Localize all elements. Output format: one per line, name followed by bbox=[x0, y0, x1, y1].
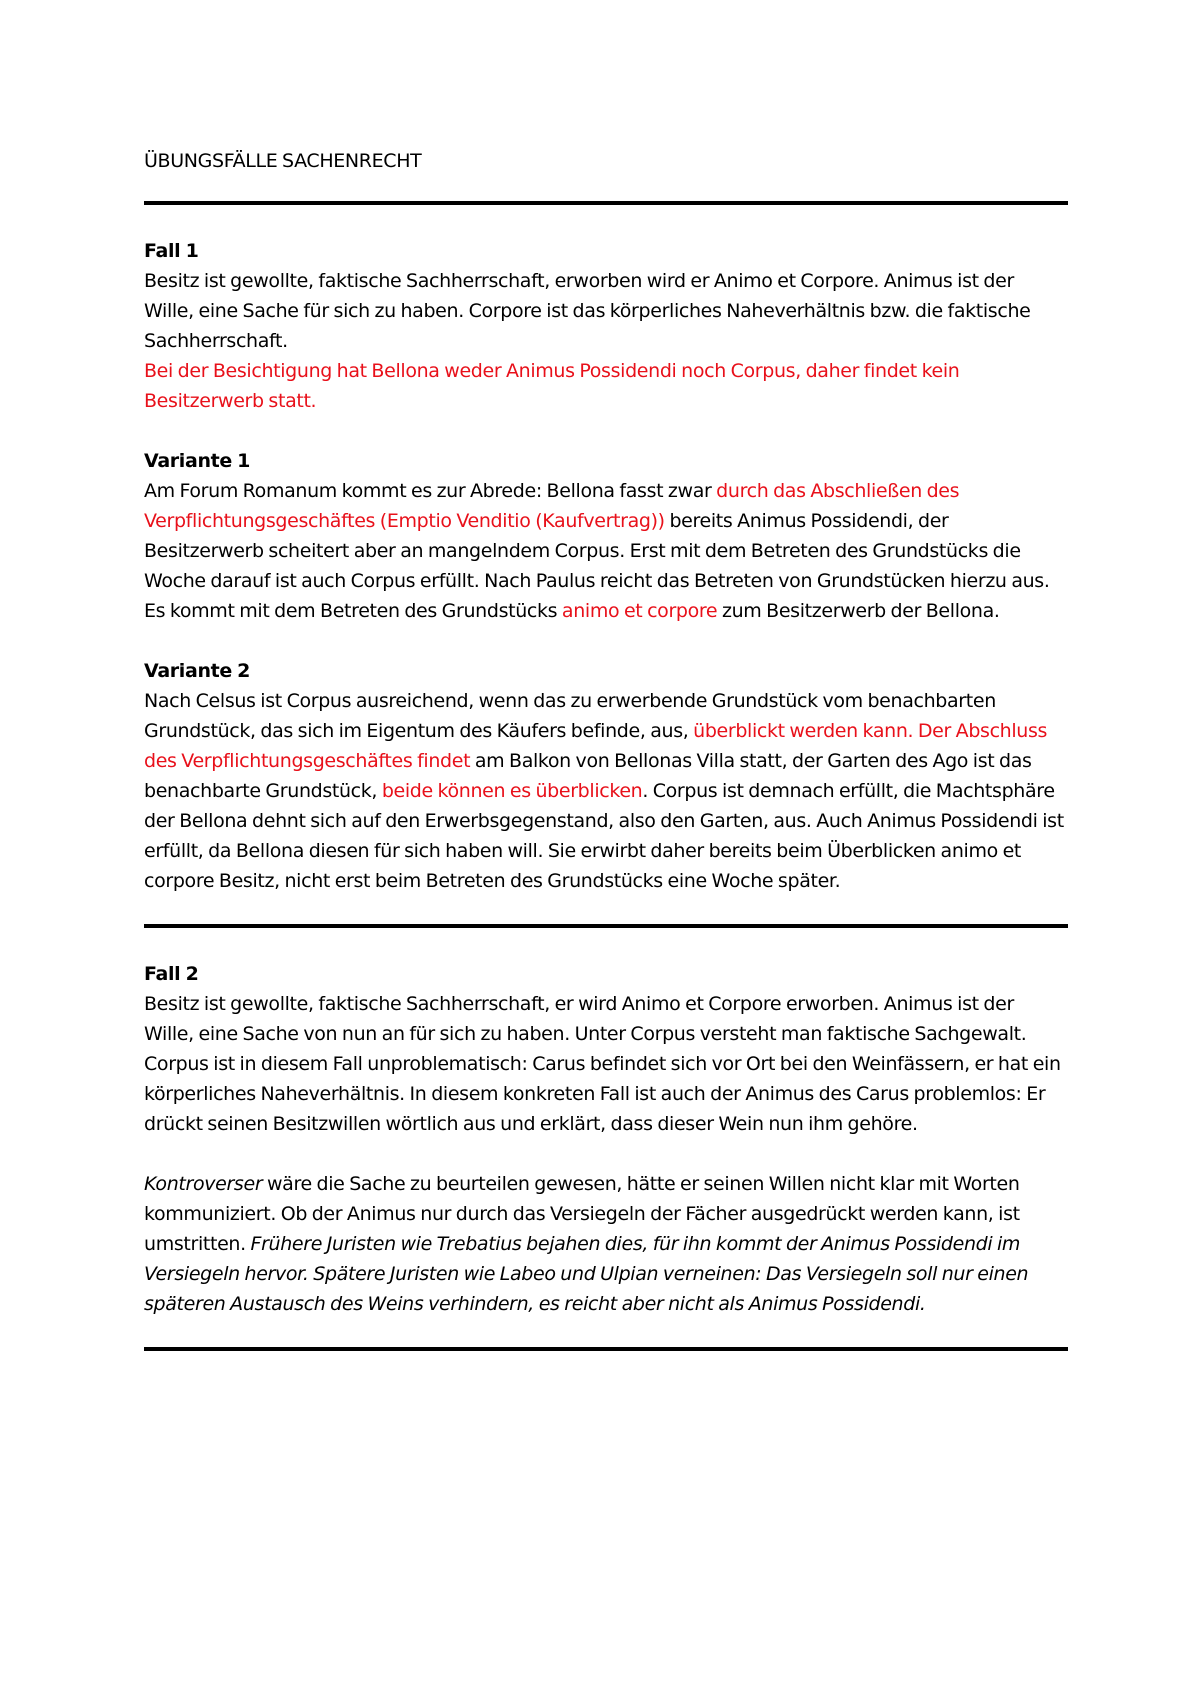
paragraph-gap bbox=[144, 1139, 1068, 1169]
paragraph bbox=[144, 686, 1068, 896]
paragraph: Besitz ist gewollte, faktische Sachherrschaft, er wird Animo et Corpore erworben. Animus ist der Wille, eine Sache von nun an für sich zu haben. Unter Corpus versteht man faktische Sachgewalt. bbox=[144, 993, 1027, 1045]
paragraph-gap bbox=[144, 416, 1068, 446]
section-heading: Fall 2 bbox=[144, 963, 199, 985]
section-fall-2 bbox=[144, 959, 1068, 1319]
highlighted-text: beide können es überblicken bbox=[381, 780, 643, 802]
text-run: bereits Animus Possidendi, der Besitzerwerb scheitert aber an mangelndem Corpus. Erst mit dem Betreten des Grundstücks die Woche darauf ist auch Corpus erfüllt. Nach Paulus reicht das Betreten von Grundstücken hierzu aus. Es kommt mit dem Betreten des Grundstücks bbox=[144, 510, 1050, 622]
text-run: . Corpus ist demnach erfüllt, die Machtsphäre der Bellona dehnt sich auf den Erwerbsgegenstand, also den Garten, aus. Auch Animus Possidendi ist erfüllt, da Bellona diesen für sich haben will. Sie erwirbt daher bereits beim Überblicken animo et corpore Besitz, nicht erst beim Betreten des Grundstücks eine Woche später. bbox=[144, 780, 1064, 892]
section-variante-1 bbox=[144, 446, 1068, 626]
horizontal-rule bbox=[144, 201, 1068, 205]
paragraph: Besitz ist gewollte, faktische Sachherrschaft, erworben wird er Animo et Corpore. Animus ist der Wille, eine Sache für sich zu haben. Corpore ist das körperliches Naheverhältnis bzw. die faktische Sachherrschaft. bbox=[144, 270, 1031, 352]
italic-text: Frühere Juristen wie Trebatius bejahen dies, für ihn kommt der Animus Possidendi im Versiegeln hervor. Spätere Juristen wie Labeo und Ulpian verneinen: Das Versiegeln soll nur einen späteren Austausch des Weins verhindern, es reicht aber nicht als Animus Possidendi. bbox=[144, 1233, 1029, 1315]
highlighted-text: überblickt werden kann. Der Abschluss des Verpflichtungsgeschäftes findet bbox=[144, 720, 1048, 772]
section-heading: Variante 1 bbox=[144, 450, 251, 472]
section-heading: Fall 1 bbox=[144, 240, 199, 262]
horizontal-rule bbox=[144, 1347, 1068, 1351]
highlighted-paragraph: Bei der Besichtigung hat Bellona weder Animus Possidendi noch Corpus, daher findet kein Besitzerwerb statt. bbox=[144, 360, 960, 412]
section-heading: Variante 2 bbox=[144, 660, 251, 682]
section-fall-1 bbox=[144, 236, 1068, 416]
text-run: am Balkon von Bellonas Villa statt, der Garten des Ago ist das benachbarte Grundstück, bbox=[144, 750, 1032, 802]
document-title: ÜBUNGSFÄLLE SACHENRECHT bbox=[144, 150, 422, 172]
highlighted-text: animo et corpore bbox=[561, 600, 718, 622]
text-run: wäre die Sache zu beurteilen gewesen, hätte er seinen Willen nicht klar mit Worten kommuniziert. Ob der Animus nur durch das Versiegeln der Fächer ausgedrückt werden kann, ist umstritten. bbox=[144, 1173, 1020, 1255]
horizontal-rule bbox=[144, 924, 1068, 928]
text-run: Nach Celsus ist Corpus ausreichend, wenn das zu erwerbende Grundstück vom benachbarten Grundstück, das sich im Eigentum des Käufers befinde, aus, bbox=[144, 690, 996, 742]
paragraph bbox=[144, 476, 1068, 626]
document-body bbox=[144, 146, 1068, 1351]
italic-text: Kontroverser bbox=[144, 1173, 263, 1195]
text-run: Am Forum Romanum kommt es zur Abrede: Bellona fasst zwar bbox=[144, 480, 717, 502]
paragraph: Corpus ist in diesem Fall unproblematisch: Carus befindet sich vor Ort bei den Weinfässern, er hat ein körperliches Naheverhältnis. In diesem konkreten Fall ist auch der Animus des Carus problemlos: Er drückt seinen Besitzwillen wörtlich aus und erklärt, dass dieser Wein nun ihm gehöre. bbox=[144, 1053, 1061, 1135]
highlighted-text: durch das Abschließen des Verpflichtungsgeschäftes (Emptio Venditio (Kaufvertrag)) bbox=[144, 480, 960, 532]
paragraph-gap bbox=[144, 626, 1068, 656]
text-run: zum Besitzerwerb der Bellona. bbox=[717, 600, 1000, 622]
paragraph bbox=[144, 1169, 1068, 1319]
section-variante-2 bbox=[144, 656, 1068, 896]
